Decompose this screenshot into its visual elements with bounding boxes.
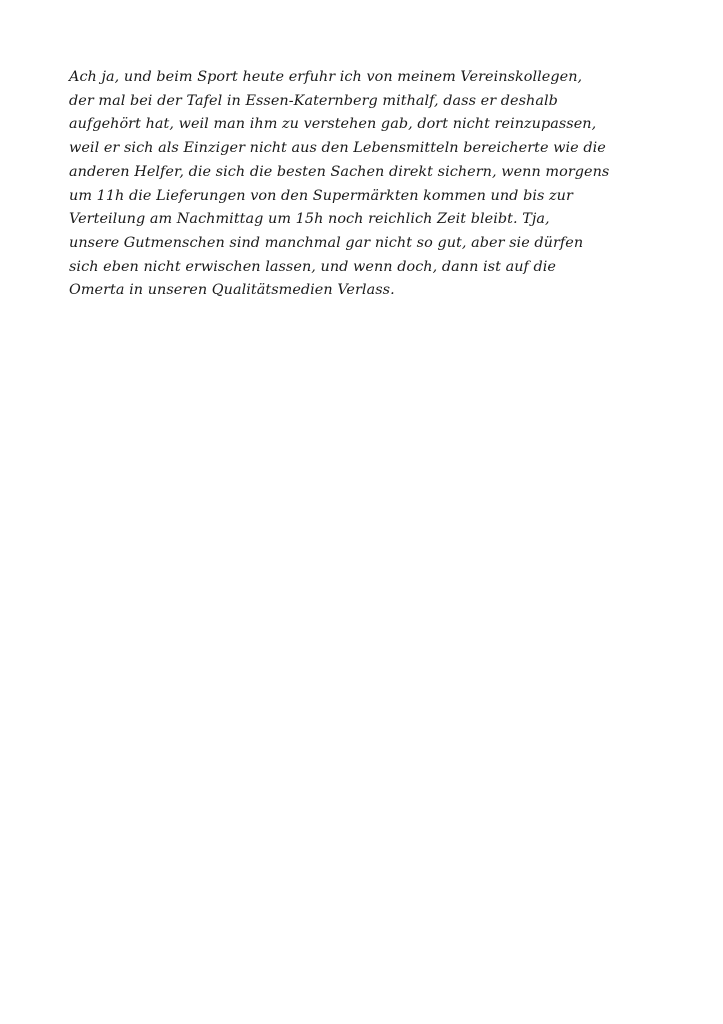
- text-line-5: anderen Helfer, die sich die besten Sachen direkt sichern, wenn morgens: [69, 163, 610, 180]
- text-line-6: um 11h die Lieferungen von den Supermärkten kommen und bis zur: [69, 187, 573, 204]
- text-line-9: sich eben nicht erwischen lassen, und wenn doch, dann ist auf die: [69, 258, 557, 275]
- text-line-3: aufgehört hat, weil man ihm zu verstehen gab, dort nicht reinzupassen,: [69, 116, 597, 133]
- text-line-4: weil er sich als Einziger nicht aus den Lebensmitteln bereicherte wie die: [69, 140, 606, 157]
- text-line-8: unsere Gutmenschen sind manchmal gar nicht so gut, aber sie dürfen: [69, 234, 584, 251]
- text-line-10: Omerta in unseren Qualitätsmedien Verlass.: [69, 282, 395, 299]
- text-line-1: Ach ja, und beim Sport heute erfuhr ich von meinem Vereinskollegen,: [69, 69, 583, 85]
- paragraph: [69, 66, 659, 303]
- text-line-2: der mal bei der Tafel in Essen-Katernberg mithalf, dass er deshalb: [69, 92, 558, 109]
- text-line-7: Verteilung am Nachmittag um 15h noch reichlich Zeit bleibt. Tja,: [69, 211, 550, 228]
